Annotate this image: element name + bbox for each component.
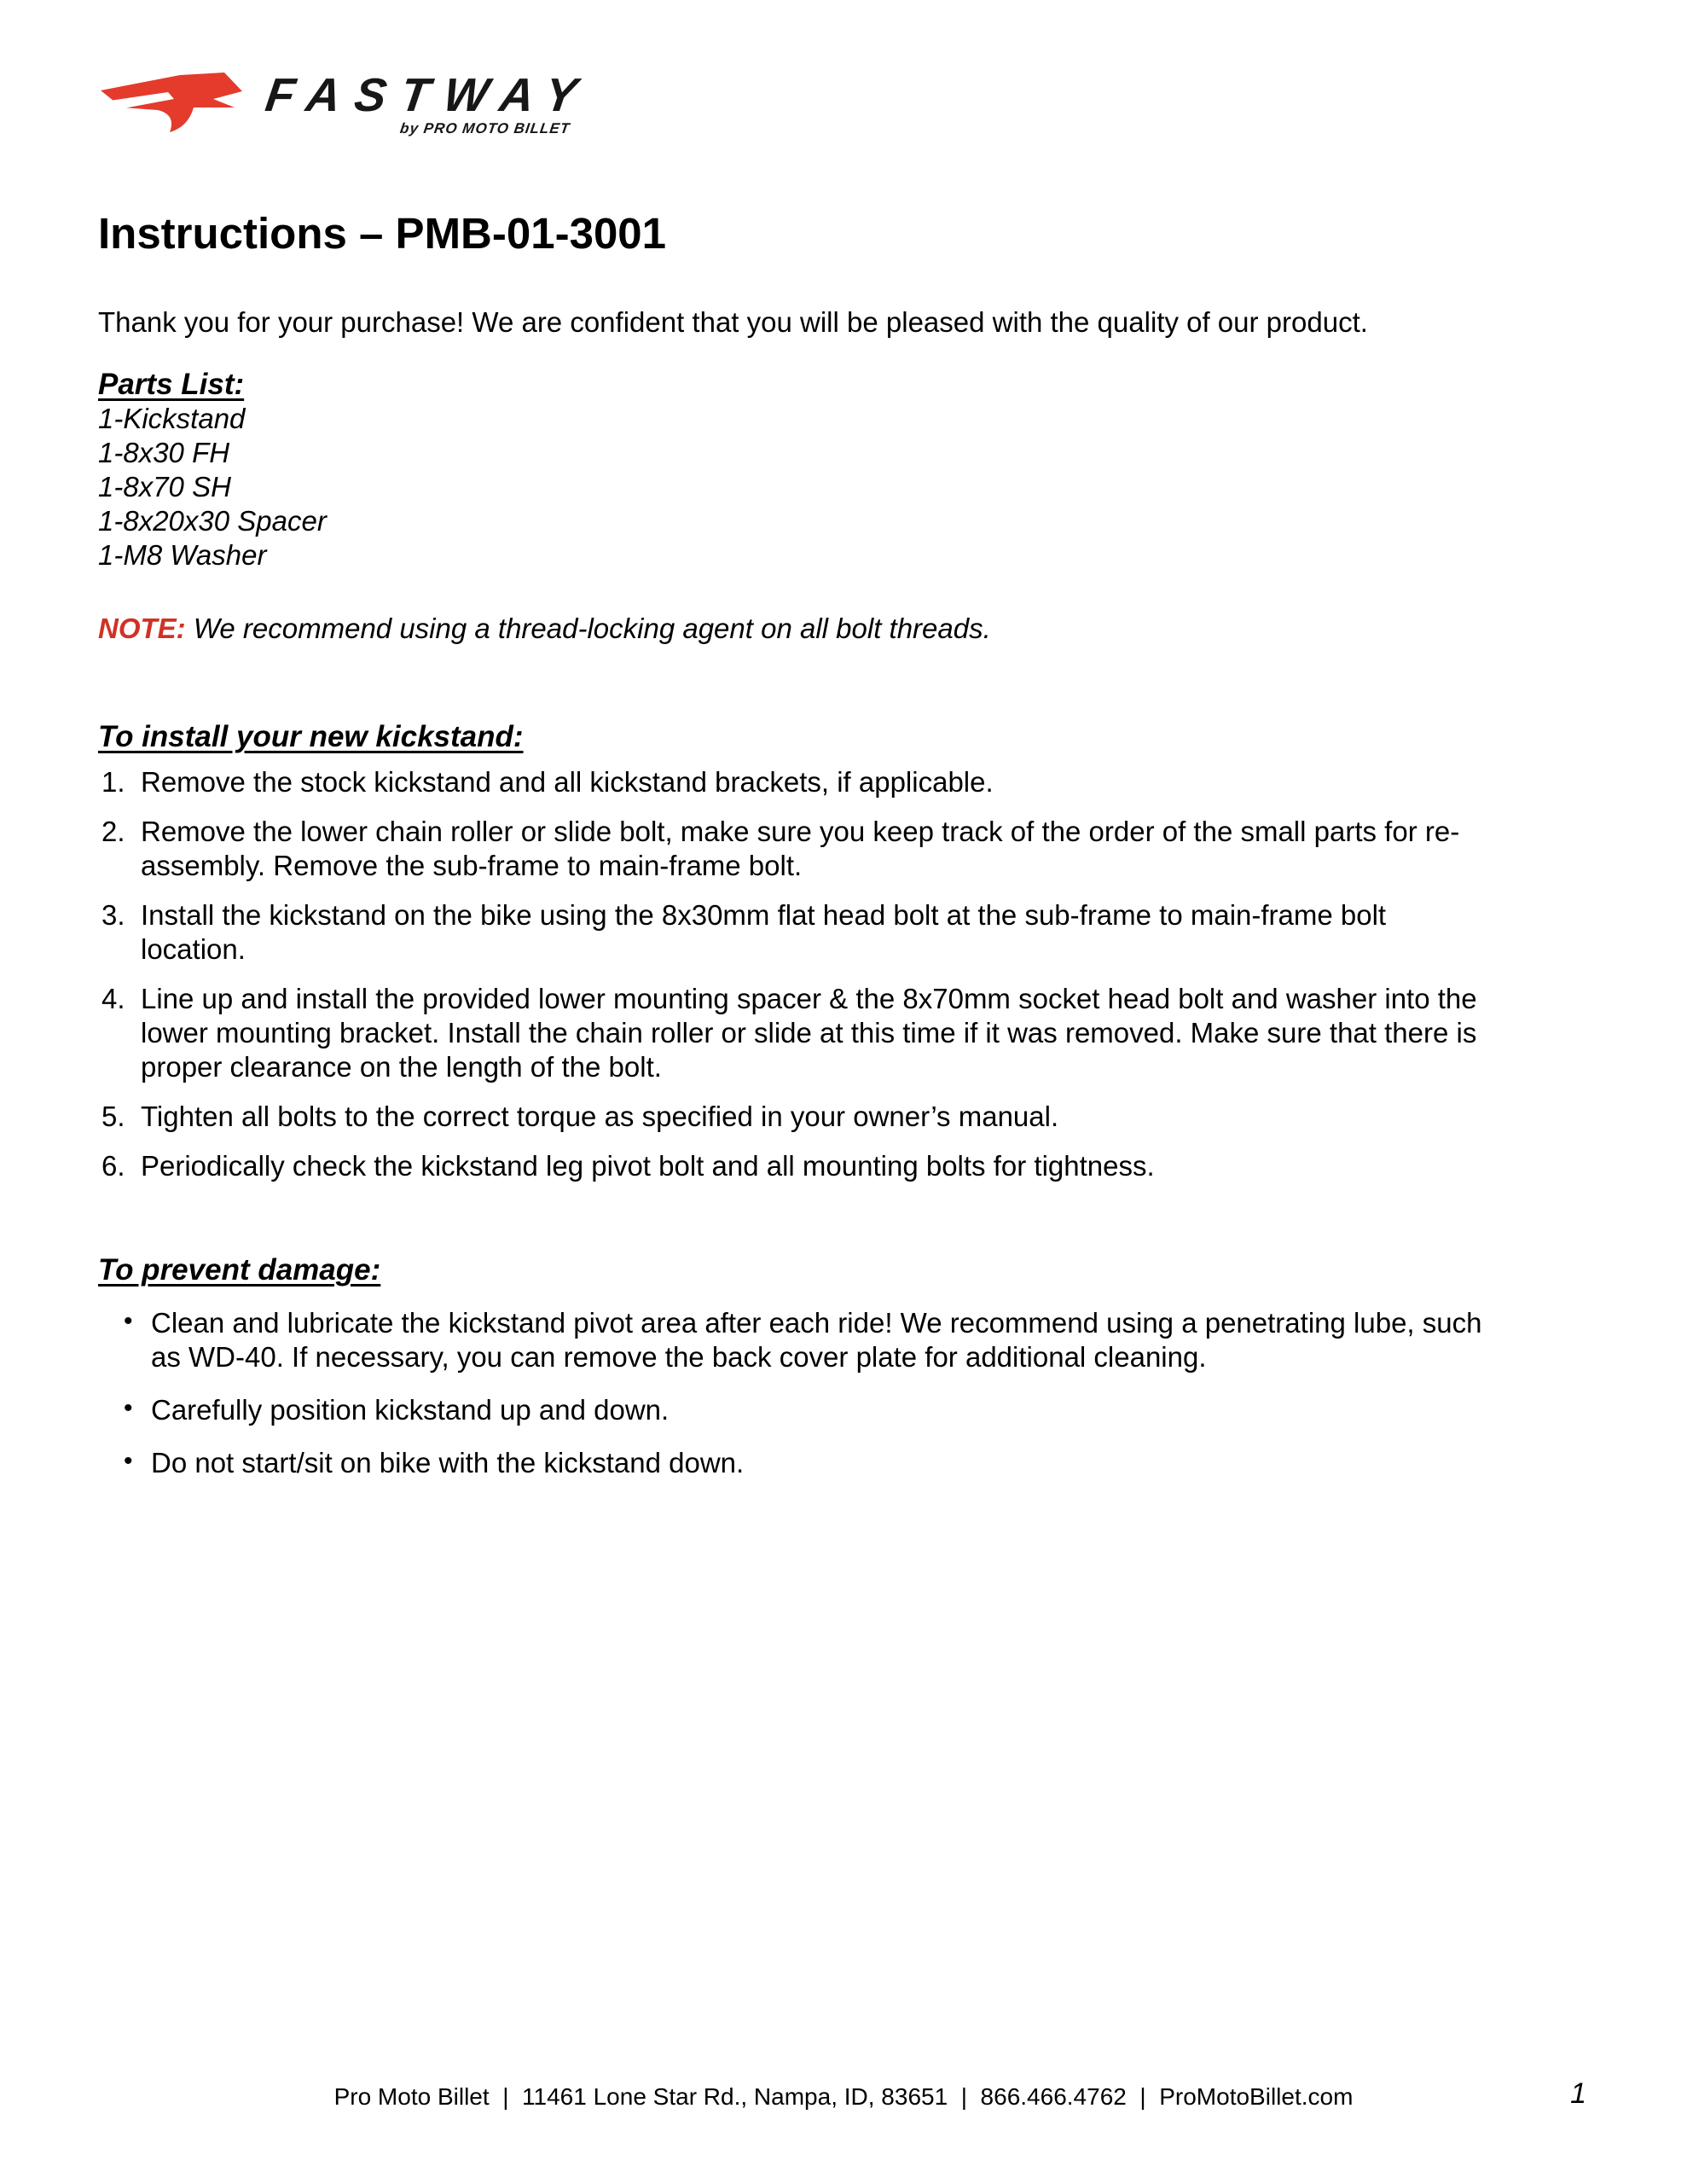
parts-heading: Parts List: <box>98 368 245 401</box>
item-line: Clean and lubricate the kickstand pivot area after each ride! We recommend using a penetrating lube, such <box>151 1307 1482 1339</box>
parts-item: 1-Kickstand <box>98 403 246 434</box>
item-number: 3. <box>101 899 125 931</box>
item-line: Line up and install the provided lower mounting spacer & the 8x70mm socket head bolt and washer into the <box>141 983 1477 1014</box>
logo-text-block <box>262 68 595 137</box>
install-heading: To install your new kickstand: <box>98 720 524 753</box>
item-number: 2. <box>101 816 125 847</box>
item-number: 4. <box>101 983 125 1014</box>
item-number: 6. <box>101 1150 125 1182</box>
prevent-section <box>98 1253 1589 1480</box>
list-item <box>98 1100 1589 1134</box>
logo-wordmark: FASTWAY <box>262 68 595 121</box>
parts-item: 1-8x20x30 Spacer <box>98 505 327 537</box>
prevent-heading: To prevent damage: <box>98 1253 381 1287</box>
list-item <box>98 1393 1589 1427</box>
bullet-marker: • <box>124 1307 133 1335</box>
list-item <box>98 815 1589 883</box>
parts-list <box>98 402 1589 572</box>
item-line: assembly. Remove the sub-frame to main-frame bolt. <box>141 850 803 881</box>
list-item <box>98 765 1589 799</box>
item-line: location. <box>141 933 246 965</box>
item-number: 5. <box>101 1101 125 1132</box>
prevent-list <box>98 1306 1589 1480</box>
fastway-star-icon <box>98 70 256 134</box>
item-number: 1. <box>101 766 125 798</box>
item-line: as WD-40. If necessary, you can remove the back cover plate for additional cleaning. <box>151 1341 1207 1373</box>
note-text: We recommend using a thread-locking agent on all bolt threads. <box>185 613 991 644</box>
install-steps <box>98 765 1589 1183</box>
page-number: 1 <box>1570 2077 1586 2110</box>
bullet-marker: • <box>124 1447 133 1475</box>
list-item <box>98 1446 1589 1480</box>
install-section <box>98 720 1589 1183</box>
item-line: Tighten all bolts to the correct torque as specified in your owner’s manual. <box>141 1101 1059 1132</box>
fastway-logo <box>98 70 1589 138</box>
item-line: Periodically check the kickstand leg pivot bolt and all mounting bolts for tightness. <box>141 1150 1155 1182</box>
parts-item: 1-8x70 SH <box>98 471 231 502</box>
parts-section <box>98 368 1589 572</box>
logo-byline: by PRO MOTO BILLET <box>398 120 571 136</box>
note-label: NOTE: <box>98 613 186 644</box>
list-item <box>98 1149 1589 1183</box>
list-item <box>98 982 1589 1084</box>
list-item <box>98 1306 1589 1374</box>
bullet-marker: • <box>124 1394 133 1422</box>
item-line: proper clearance on the length of the bolt. <box>141 1051 662 1083</box>
page-title: Instructions – PMB-01-3001 <box>98 209 667 258</box>
parts-item: 1-M8 Washer <box>98 539 267 571</box>
item-line: Remove the stock kickstand and all kickstand brackets, if applicable. <box>141 766 994 798</box>
item-line: lower mounting bracket. Install the chain roller or slide at this time if it was removed. Make sure that there is <box>141 1017 1477 1048</box>
parts-item: 1-8x30 FH <box>98 437 230 468</box>
footer-contact-info: Pro Moto Billet | 11461 Lone Star Rd., Nampa, ID, 83651 | 866.466.4762 | ProMotoBillet.com <box>333 2083 1354 2110</box>
item-line: Do not start/sit on bike with the kickstand down. <box>151 1447 745 1478</box>
item-line: Carefully position kickstand up and down. <box>151 1394 670 1426</box>
note-paragraph <box>98 612 1589 646</box>
list-item <box>98 898 1589 967</box>
item-line: Install the kickstand on the bike using the 8x30mm flat head bolt at the sub-frame to main-frame bolt <box>141 899 1387 931</box>
item-line: Remove the lower chain roller or slide bolt, make sure you keep track of the order of the small parts for re- <box>141 816 1460 847</box>
intro-text: Thank you for your purchase! We are confident that you will be pleased with the quality of our product. <box>98 306 1368 338</box>
page-footer <box>0 2077 1687 2116</box>
